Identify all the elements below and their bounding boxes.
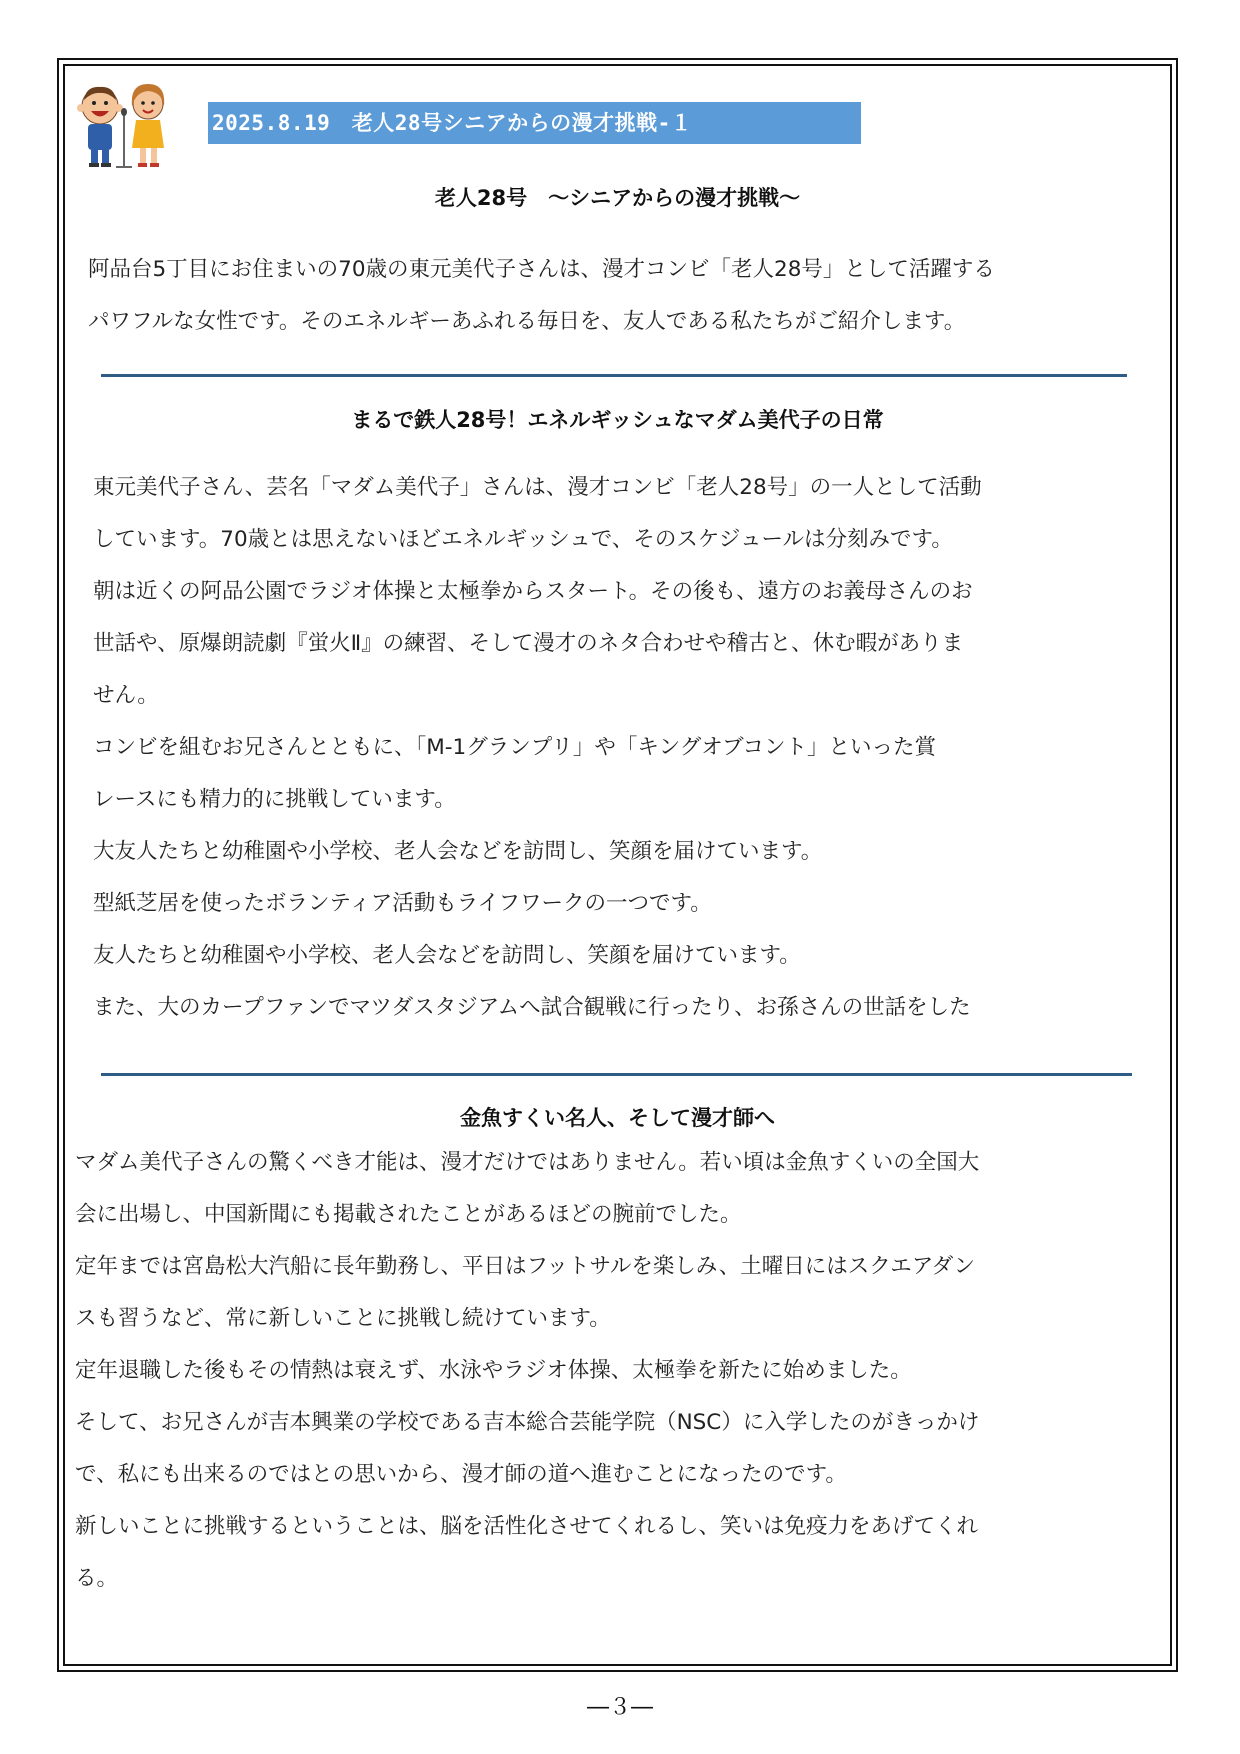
intro-line: パワフルな女性です。そのエネルギーあふれる毎日を、友人である私たちがご紹介します。 [88,309,966,334]
section2-body [75,1137,979,1605]
manzai-duo-illustration [72,78,172,168]
section2-line: 会に出場し、中国新聞にも掲載されたことがあるほどの腕前でした。 [75,1202,742,1227]
section2-line: 定年退職した後もその情熱は衰えず、水泳やラジオ体操、太極拳を新たに始めました。 [75,1358,912,1383]
section2-line: スも習うなど、常に新しいことに挑戦し続けています。 [75,1306,611,1331]
section-divider [101,374,1127,377]
section1-line: また、大のカープファンでマツダスタジアムへ試合観戦に行ったり、お孫さんの世話をした [93,995,971,1020]
section2-line: 新しいことに挑戦するということは、脳を活性化させてくれるし、笑いは免疫力をあげてくれ [75,1514,979,1539]
section1-line: 朝は近くの阿品公園でラジオ体操と太極拳からスタート。その後も、遠方のお義母さんのお [93,579,973,604]
intro-paragraph [88,244,995,348]
section1-line: 大友人たちと幼稚園や小学校、老人会などを訪問し、笑顔を届けています。 [93,839,823,864]
section-divider [101,1073,1132,1076]
section1-heading: まるで鉄人28号！エネルギッシュなマダム美代子の日常 [351,408,884,432]
section1-line: せん。 [93,683,159,708]
page-number: ―３― [586,1695,653,1720]
intro-line: 阿品台5丁目にお住まいの70歳の東元美代子さんは、漫才コンビ「老人28号」として活躍する [88,257,995,282]
article-title: 老人28号 ～シニアからの漫才挑戦～ [434,186,801,210]
section1-line: コンビを組むお兄さんとともに、「M-1グランプリ」や「キングオブコント」といった賞 [93,735,937,760]
section2-line: で、私にも出来るのではとの思いから、漫才師の道へ進むことになったのです。 [75,1462,847,1487]
section1-line: 世話や、原爆朗読劇『蛍火Ⅱ』の練習、そして漫才のネタ合わせや稽古と、休む暇がありま [93,631,964,656]
section2-line: る。 [75,1566,119,1591]
section2-line: そして、お兄さんが吉本興業の学校である吉本総合芸能学院（NSC）に入学したのがきっかけ [75,1410,980,1435]
section2-heading: 金魚すくい名人、そして漫才師へ [460,1106,775,1130]
section2-line: 定年までは宮島松大汽船に長年勤務し、平日はフットサルを楽しみ、土曜日にはスクエアダン [75,1254,975,1279]
section1-body [93,462,982,1034]
section1-line: しています。70歳とは思えないほどエネルギッシュで、そのスケジュールは分刻みです。 [93,527,953,552]
section1-line: レースにも精力的に挑戦しています。 [93,787,456,812]
section1-line: 東元美代子さん、芸名「マダム美代子」さんは、漫才コンビ「老人28号」の一人として活動 [93,475,982,500]
section1-line: 友人たちと幼稚園や小学校、老人会などを訪問し、笑顔を届けています。 [93,943,801,968]
section2-line: マダム美代子さんの驚くべき才能は、漫才だけではありません。若い頃は金魚すくいの全国大 [75,1150,980,1175]
section1-line: 型紙芝居を使ったボランティア活動もライフワークの一つです。 [93,891,712,916]
header-banner: 2025.8.19 老人28号シニアからの漫才挑戦-１ [208,102,861,144]
